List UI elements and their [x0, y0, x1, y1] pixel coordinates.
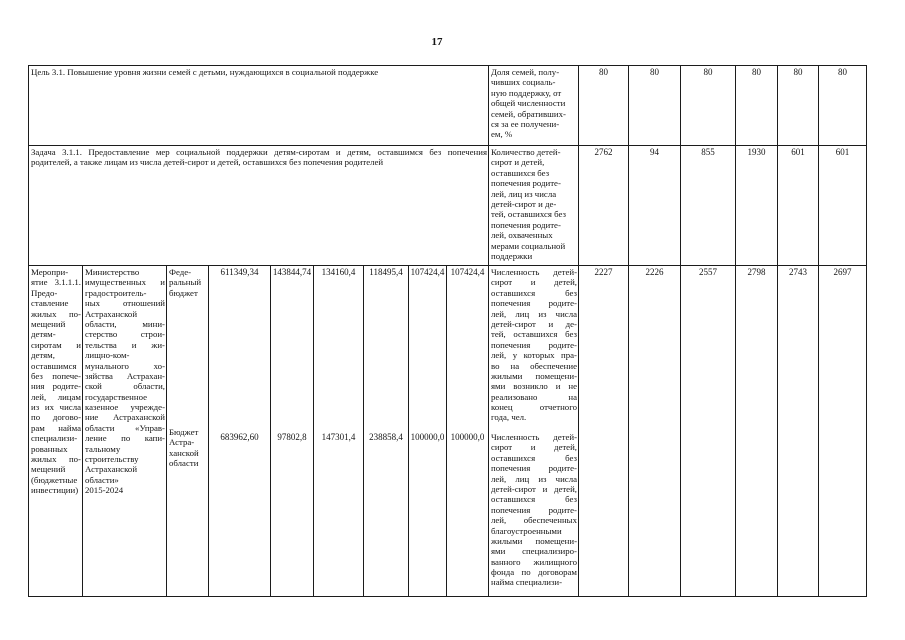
text-line: найма специализи- [491, 577, 563, 588]
text-line: попечения родите- [491, 463, 577, 474]
text-line: ральный [169, 277, 202, 288]
text-line: бюджет [169, 287, 198, 298]
text-line: ния родите- [31, 381, 81, 392]
measure-value-cell [735, 265, 778, 597]
federal-amount: 118495,4 [369, 267, 403, 277]
text-line: оставшихся без [491, 167, 550, 178]
regional-amount: 100000,0 [410, 432, 445, 442]
text-line: ями возникло и не [491, 381, 577, 392]
text-line: ние Астраханской [85, 412, 165, 423]
measure-value-cell [578, 265, 629, 597]
federal-amount: 143844,74 [272, 267, 312, 277]
task-value-cell [628, 145, 681, 266]
funding-source-cell [166, 265, 209, 597]
text-line: попечения родите- [491, 298, 577, 309]
measure-executor-cell [82, 265, 167, 597]
text-line: попечения родите- [491, 178, 561, 189]
text-line: казенное учрежде- [85, 402, 165, 413]
text-line: (бюджетные [31, 474, 78, 485]
goal-indicator-cell [488, 65, 579, 146]
text-line: инвестиции) [31, 485, 79, 496]
text-line: жилыми помещени- [491, 370, 577, 381]
measure-name-cell [28, 265, 83, 597]
task-value-cell [777, 145, 819, 266]
goal-value: 80 [838, 67, 847, 77]
measure-value-cell [777, 265, 819, 597]
text-line: чивших социаль- [491, 77, 556, 88]
text-line: попечения родите- [491, 219, 561, 230]
federal-amount: 107424,4 [410, 267, 445, 277]
amount-cell [363, 265, 409, 597]
page-number: 17 [431, 36, 443, 48]
goal-value: 80 [752, 67, 761, 77]
measure-value: 2743 [789, 267, 807, 277]
text-line: стерство строи- [85, 329, 165, 340]
task-value-cell [578, 145, 629, 266]
amount-cell [446, 265, 489, 597]
measure-value: 2226 [645, 267, 664, 277]
text-line: Численность детей- [491, 432, 577, 442]
text-line: лей, у которых пра- [491, 350, 577, 361]
text-line: фонда по договорам [491, 567, 577, 578]
text-line: оставшихся без [491, 452, 577, 463]
measure-value: 2227 [594, 267, 613, 277]
text-line: тельства и жи- [85, 339, 165, 350]
task-value-cell [735, 145, 778, 266]
text-line: детям- [31, 329, 56, 340]
text-line: лей, охваченных [491, 230, 553, 241]
measure-name [31, 267, 81, 496]
text-line: тальному [85, 443, 121, 454]
text-line: ных отношений [85, 298, 165, 309]
text-line: Доля семей, полу- [491, 67, 560, 77]
text-line: мерами социальной [491, 240, 566, 251]
text-line: Предо- [31, 287, 58, 298]
goal-value: 80 [703, 67, 713, 77]
text-line: оставшихся без [491, 494, 577, 505]
task-value-cell [680, 145, 736, 266]
goal-value: 80 [650, 67, 659, 77]
regional-amount: 238858,4 [369, 432, 403, 442]
text-line: области «Управ- [85, 422, 165, 433]
text-line: реализовано на [491, 391, 577, 402]
text-line: детям, [31, 350, 55, 361]
text-line: Астраханской [85, 308, 138, 319]
text-line: области, мини- [85, 318, 165, 329]
federal-amount: 134160,4 [321, 267, 356, 277]
measure-value: 2798 [747, 267, 766, 277]
goal-value-cell [777, 65, 819, 146]
regional-amount: 683962,60 [220, 432, 259, 442]
goal-value-cell [735, 65, 778, 146]
goal-value: 80 [793, 67, 803, 77]
text-line: во на обеспечение [491, 360, 577, 371]
text-line: жилых по- [31, 308, 81, 319]
text-line: благоустроенными [491, 525, 562, 536]
text-line: ем, % [491, 129, 513, 140]
goal-value-cell [680, 65, 736, 146]
text-line: Феде- [169, 267, 192, 277]
text-line: жилых по- [31, 454, 81, 465]
goal-indicator-text [491, 67, 577, 140]
text-line: ление по капи- [85, 433, 165, 444]
text-line: ставление [31, 298, 69, 309]
text-line: ванного жилищного [491, 556, 577, 567]
measure-value-cell [628, 265, 681, 597]
text-line: из их числа [31, 402, 81, 413]
text-line: года, чел. [491, 412, 527, 423]
text-line: попечения родите- [491, 504, 577, 515]
text-line: Астра- [169, 437, 195, 448]
text-line: рованных [31, 443, 68, 454]
regional-amount: 100000,0 [450, 432, 485, 442]
task-indicator-text [491, 147, 577, 261]
measure-indicator-cell [488, 265, 579, 597]
federal-amount: 107424,4 [450, 267, 485, 277]
measure-value-cell [818, 265, 867, 597]
text-line: Количество детей- [491, 147, 561, 157]
text-line: сирот и детей, [491, 157, 545, 168]
federal-budget-label [169, 267, 207, 298]
text-line: семей, обративших- [491, 108, 566, 119]
task-title [31, 147, 487, 168]
text-line: лищно-ком- [85, 350, 130, 361]
text-line: ханской [169, 447, 199, 458]
text-line: Астраханской [85, 464, 138, 475]
text-line: лей, лиц из числа [491, 473, 577, 484]
goal-value: 80 [599, 67, 608, 77]
text-line: оставшихся без [491, 287, 577, 298]
text-line: оставшимся [31, 360, 77, 371]
text-line: мунального хо- [85, 360, 165, 371]
text-line: лей, лиц из числа [491, 308, 577, 319]
measure-indicator-2 [491, 432, 577, 588]
amount-cell [408, 265, 447, 597]
text-line: тей, оставшихся без [491, 329, 577, 340]
text-line: зяйства Астрахан- [85, 370, 165, 381]
text-line: мещений [31, 464, 66, 475]
task-title-cell [28, 145, 489, 266]
regional-amount: 147301,4 [321, 432, 356, 442]
goal-title-cell [28, 65, 489, 146]
text-line: градостроитель- [85, 287, 147, 298]
measure-value: 2557 [699, 267, 717, 277]
goal-title: Цель 3.1. Повышение уровня жизни семей с детьми, нуждающихся в социальной поддержке [31, 67, 379, 77]
text-line: без попече- [31, 370, 81, 381]
text-line: общей численности [491, 98, 566, 109]
text-line: области» [85, 474, 119, 485]
federal-amount: 611349,34 [220, 267, 259, 277]
text-line: поддержки [491, 250, 533, 261]
regional-amount: 97802,8 [277, 432, 307, 442]
task-value: 601 [835, 147, 850, 157]
text-line: Министерство [85, 267, 140, 277]
text-line: сиротам и [31, 339, 81, 350]
text-line: лей, обеспеченных [491, 515, 577, 526]
text-line: лей, лицам [31, 391, 81, 402]
text-line: попечения родите- [491, 339, 577, 350]
text-line: строительству [85, 454, 139, 465]
task-value: 94 [650, 147, 659, 157]
text-line: ями специализиро- [491, 546, 577, 557]
text-line: области [169, 458, 199, 469]
text-line: Меропри- [31, 267, 69, 277]
amount-cell [270, 265, 314, 597]
text-line: тей, оставшихся без [491, 209, 567, 220]
text-line: Бюджет [169, 427, 199, 437]
text-line: детей-сирот и де- [491, 198, 557, 209]
text-line: по догово- [31, 412, 81, 423]
goal-value-cell [818, 65, 867, 146]
task-value: 601 [791, 147, 805, 157]
text-line: государственное [85, 391, 147, 402]
text-line: рам найма [31, 422, 81, 433]
text-line: ся за ее получени- [491, 118, 560, 129]
measure-value: 2697 [833, 267, 852, 277]
text-line: Численность детей- [491, 267, 577, 277]
amount-cell [313, 265, 364, 597]
text-line: ятие 3.1.1.1. [31, 277, 81, 288]
text-line: конец отчетного [491, 402, 577, 413]
task-value: 1930 [747, 147, 766, 157]
text-line: мещений [31, 318, 66, 329]
measure-indicator-1 [491, 267, 577, 423]
text-line: 2015-2024 [85, 485, 124, 496]
text-line: имущественных и [85, 277, 165, 288]
measure-value-cell [680, 265, 736, 597]
text-line: детей-сирот и де- [491, 318, 577, 329]
task-indicator-cell [488, 145, 579, 266]
measure-executor [85, 267, 165, 496]
text-line: ную поддержку, от [491, 87, 562, 98]
text-line: Задача 3.1.1. Предоставление мер социальной поддержки детям-сиротам и детям, оставшимся без попечения [31, 147, 487, 157]
text-line: родителей, а также лицам из числа детей-сирот и детей, оставшихся без попечения родителей [31, 157, 384, 168]
task-value-cell [818, 145, 867, 266]
regional-budget-label [169, 427, 207, 469]
text-line: ской области, [85, 381, 165, 392]
text-line: детей-сирот и детей, [491, 483, 577, 494]
text-line: сирот и детей, [491, 277, 577, 288]
text-line: жилыми помещени- [491, 535, 577, 546]
amount-cell [208, 265, 271, 597]
task-value: 2762 [594, 147, 613, 157]
text-line: специализи- [31, 433, 78, 444]
text-line: сирот и детей, [491, 442, 577, 453]
task-value: 855 [701, 147, 715, 157]
goal-value-cell [628, 65, 681, 146]
goal-value-cell [578, 65, 629, 146]
text-line: лей, лиц из числа [491, 188, 557, 199]
